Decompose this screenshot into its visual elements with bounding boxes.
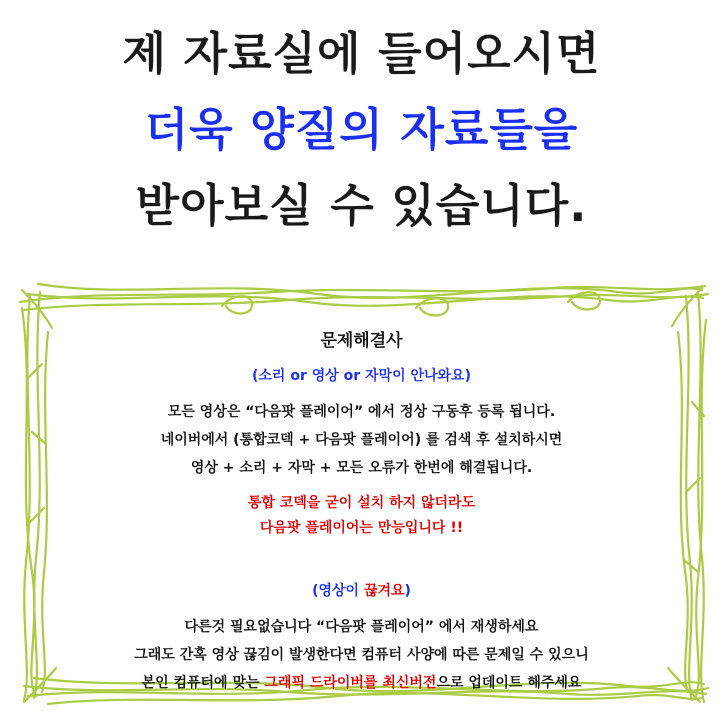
section2-subtitle xyxy=(40,581,683,601)
headline-line-1: 제 자료실에 들어오시면 xyxy=(122,27,601,80)
section1-subtitle: (소리 or 영상 or 자막이 안나와요) xyxy=(252,368,471,384)
section2-last-part1: 본인 컴퓨터에 맞는 xyxy=(141,675,265,691)
notice-title: 문제해결사 xyxy=(320,331,403,351)
section1-line-3: 영상 + 소리 + 자막 + 모든 오류가 한번에 해결됩니다. xyxy=(190,460,533,476)
section2-last-line xyxy=(40,670,683,696)
headline-line-3: 받아보실 수 있습니다. xyxy=(135,179,588,232)
section1-warning-2: 다음팟 플레이어는 만능입니다 !! xyxy=(259,520,464,536)
headline-line-2: 더욱 양질의 자료들을 xyxy=(144,103,579,156)
section1-line-1: 모든 영상은 “다음팟 플레이어” 에서 정상 구동후 등록 됩니다. xyxy=(167,404,556,420)
section2-subtitle-prefix: (영상이 xyxy=(312,583,364,599)
section2-last-part-highlight: 그래픽 드라이버를 최신버전 xyxy=(264,675,437,691)
section2-line-1: 다른것 필요없습니다 “다음팟 플레이어” 에서 재생하세요 xyxy=(184,619,539,635)
section1-warning-1: 통합 코덱을 굳이 설치 하지 않더라도 xyxy=(247,495,476,511)
section-gap xyxy=(40,541,683,567)
section1-line-2: 네이버에서 (통합코덱 + 다음팟 플레이어) 를 검색 후 설치하시면 xyxy=(160,432,563,448)
section2-last-part3: 으로 업데이트 해주세요 xyxy=(436,675,582,691)
section2-subtitle-highlight: 끊겨요 xyxy=(363,583,405,599)
section2-line-2: 그래도 간혹 영상 끊김이 발생한다면 컴퓨터 사양에 따른 문제일 수 있으니 xyxy=(134,647,589,663)
headline-block xyxy=(0,16,723,244)
section2-subtitle-suffix: ) xyxy=(404,583,411,599)
notice-content xyxy=(40,292,683,692)
